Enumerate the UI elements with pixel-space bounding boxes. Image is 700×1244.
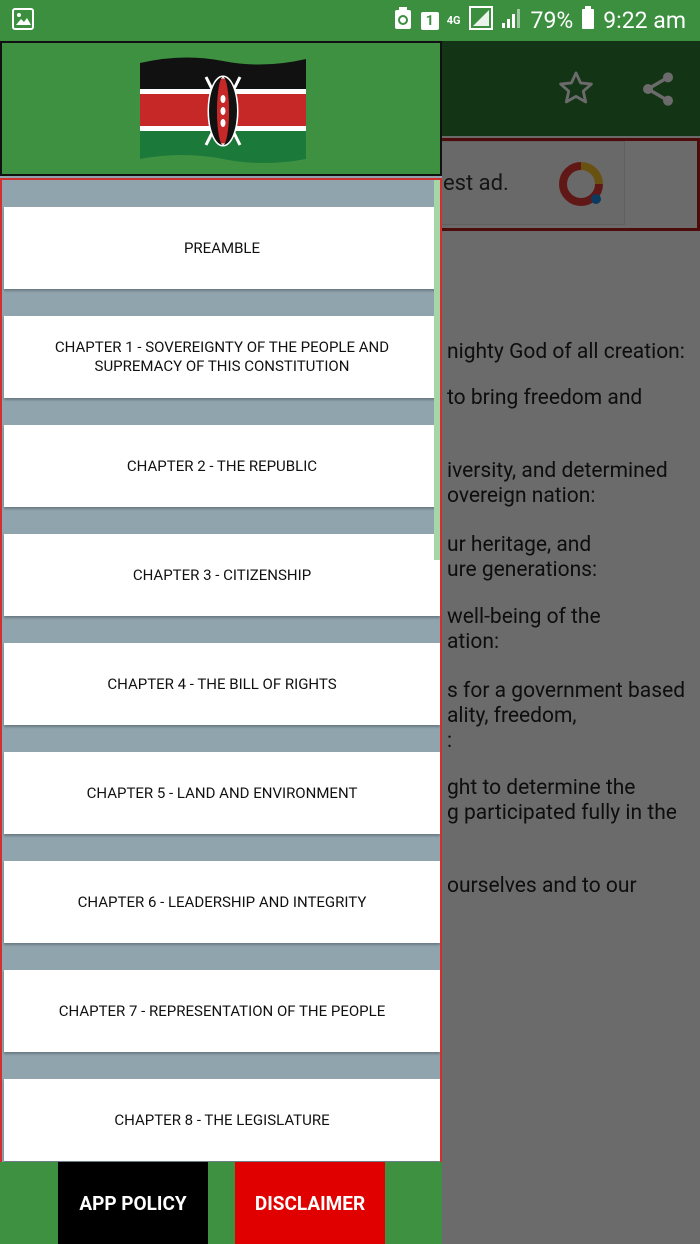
status-bar (0, 0, 700, 41)
drawer-item-chapter-3[interactable] (4, 534, 440, 616)
drawer-item-chapter-1[interactable] (4, 316, 440, 398)
cell-signal-icon (501, 7, 523, 35)
drawer-item-chapter-6[interactable] (4, 861, 440, 943)
notification-badge: 1 (421, 12, 439, 30)
drawer-item-label: CHAPTER 4 - THE BILL OF RIGHTS (107, 674, 337, 693)
drawer-item-label: PREAMBLE (183, 238, 261, 257)
clock: 9:22 am (603, 7, 686, 34)
drawer-item-label: CHAPTER 1 - SOVEREIGNTY OF THE PEOPLE AND SUPREMACY OF THIS CONSTITUTION (54, 338, 390, 375)
navigation-drawer (0, 41, 442, 1244)
app-policy-button[interactable]: APP POLICY (58, 1162, 208, 1244)
network-type: 4G (446, 14, 461, 27)
recycle-icon (393, 6, 413, 36)
drawer-item-label: CHAPTER 6 - LEADERSHIP AND INTEGRITY (77, 892, 367, 911)
drawer-item-label: CHAPTER 5 - LAND AND ENVIRONMENT (86, 783, 358, 802)
drawer-item-label: CHAPTER 2 - THE REPUBLIC (126, 456, 318, 475)
drawer-item-chapter-8[interactable] (4, 1079, 440, 1161)
drawer-item-label: CHAPTER 8 - THE LEGISLATURE (114, 1110, 330, 1129)
drawer-scrollbar[interactable] (434, 180, 440, 560)
drawer-item-label: CHAPTER 7 - REPRESENTATION OF THE PEOPLE (58, 1001, 386, 1020)
drawer-item-preamble[interactable] (4, 207, 440, 289)
image-icon (12, 8, 34, 34)
drawer-item-chapter-4[interactable] (4, 643, 440, 725)
drawer-footer (0, 1162, 442, 1244)
battery-icon (581, 6, 595, 36)
drawer-item-label: CHAPTER 3 - CITIZENSHIP (132, 565, 312, 584)
drawer-item-chapter-2[interactable] (4, 425, 440, 507)
drawer-header (0, 41, 442, 176)
drawer-item-chapter-5[interactable] (4, 752, 440, 834)
kenya-flag (138, 55, 308, 171)
chapter-list[interactable] (0, 178, 442, 1164)
battery-percent: 79% (530, 7, 574, 34)
drawer-item-chapter-7[interactable] (4, 970, 440, 1052)
disclaimer-button[interactable]: DISCLAIMER (235, 1162, 385, 1244)
wifi-signal-icon (469, 6, 493, 36)
